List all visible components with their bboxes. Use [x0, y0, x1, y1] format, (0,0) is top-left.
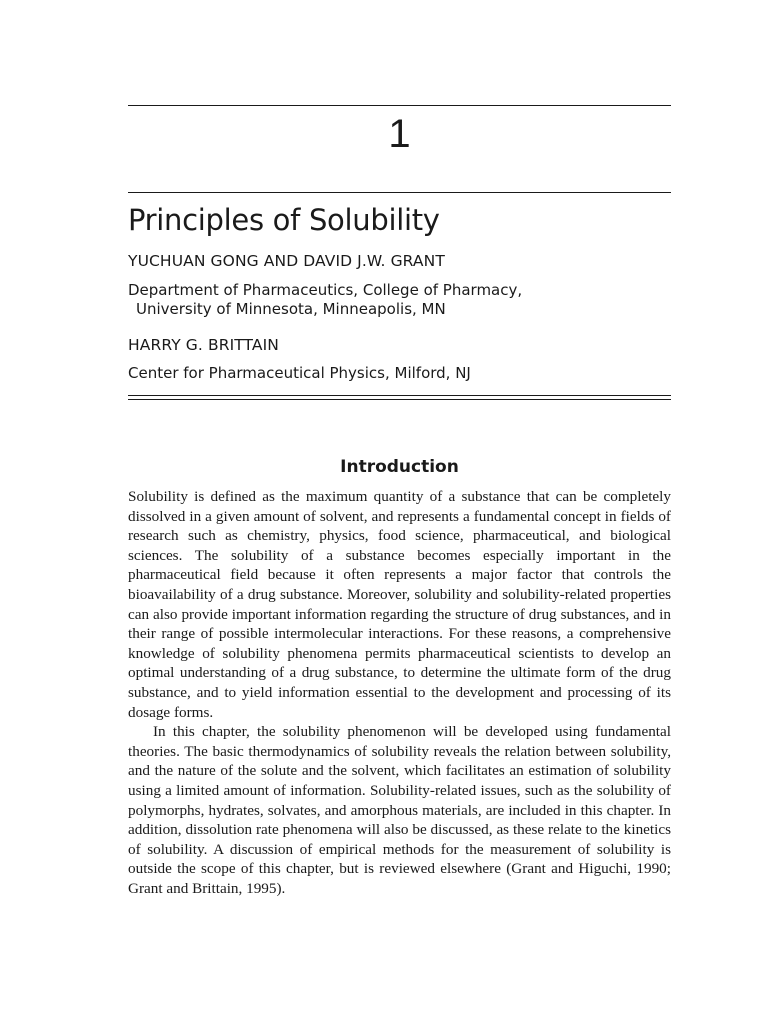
title-rule — [128, 192, 671, 193]
affiliation-line: Center for Pharmaceutical Physics, Milford, NJ — [128, 364, 471, 382]
affiliation-line: University of Minnesota, Minneapolis, MN — [136, 300, 446, 318]
author-affiliation-1 — [128, 281, 522, 319]
body-paragraph: Solubility is defined as the maximum quantity of a substance that can be completely dissolved in a given amount of solvent, and represents a fundamental concept in fields of research such as chemistry, physics, food science, pharmaceutical, and biological sciences. The solubility of a substance becomes especially important in the pharmaceutical field because it often represents a major factor that controls the bioavailability of a drug substance. Moreover, solubility and solubility-related properties can also provide important information regarding the structure of drug substances, and in their range of possible intermolecular interactions. For these reasons, a comprehensive knowledge of solubility phenomena permits pharmaceutical scientists to develop an optimal understanding of a drug substance, to determine the ultimate form of the drug substance, and to yield information essential to the development and processing of its dosage forms. — [128, 488, 671, 721]
header-rule-upper — [128, 395, 671, 396]
author-affiliation-2 — [128, 364, 471, 383]
header-rule-lower — [128, 399, 671, 400]
top-rule — [128, 105, 671, 106]
body-text — [128, 487, 671, 898]
chapter-title: Principles of Solubility — [128, 203, 440, 237]
affiliation-line: Department of Pharmaceutics, College of Pharmacy, — [128, 281, 523, 299]
body-paragraph: In this chapter, the solubility phenomenon will be developed using fundamental theories. The basic thermodynamics of solubility reveals the relation between solubility, and the nature of the solute and the solvent, which facilitates an estimation of solubility using a limited amount of information. Solubility-related issues, such as the solubility of polymorphs, hydrates, solvates, and amorphous materials, are included in this chapter. In addition, dissolution rate phenomena will also be discussed, as these relate to the kinetics of solubility. A discussion of empirical methods for the measurement of solubility is outside the scope of this chapter, but is reviewed elsewhere (Grant and Higuchi, 1990; Grant and Brittain, 1995). — [128, 723, 671, 897]
section-heading: Introduction — [340, 457, 459, 477]
chapter-number: 1 — [388, 112, 411, 156]
author-names-2: HARRY G. BRITTAIN — [128, 336, 279, 354]
author-names-1: YUCHUAN GONG AND DAVID J.W. GRANT — [128, 252, 445, 270]
